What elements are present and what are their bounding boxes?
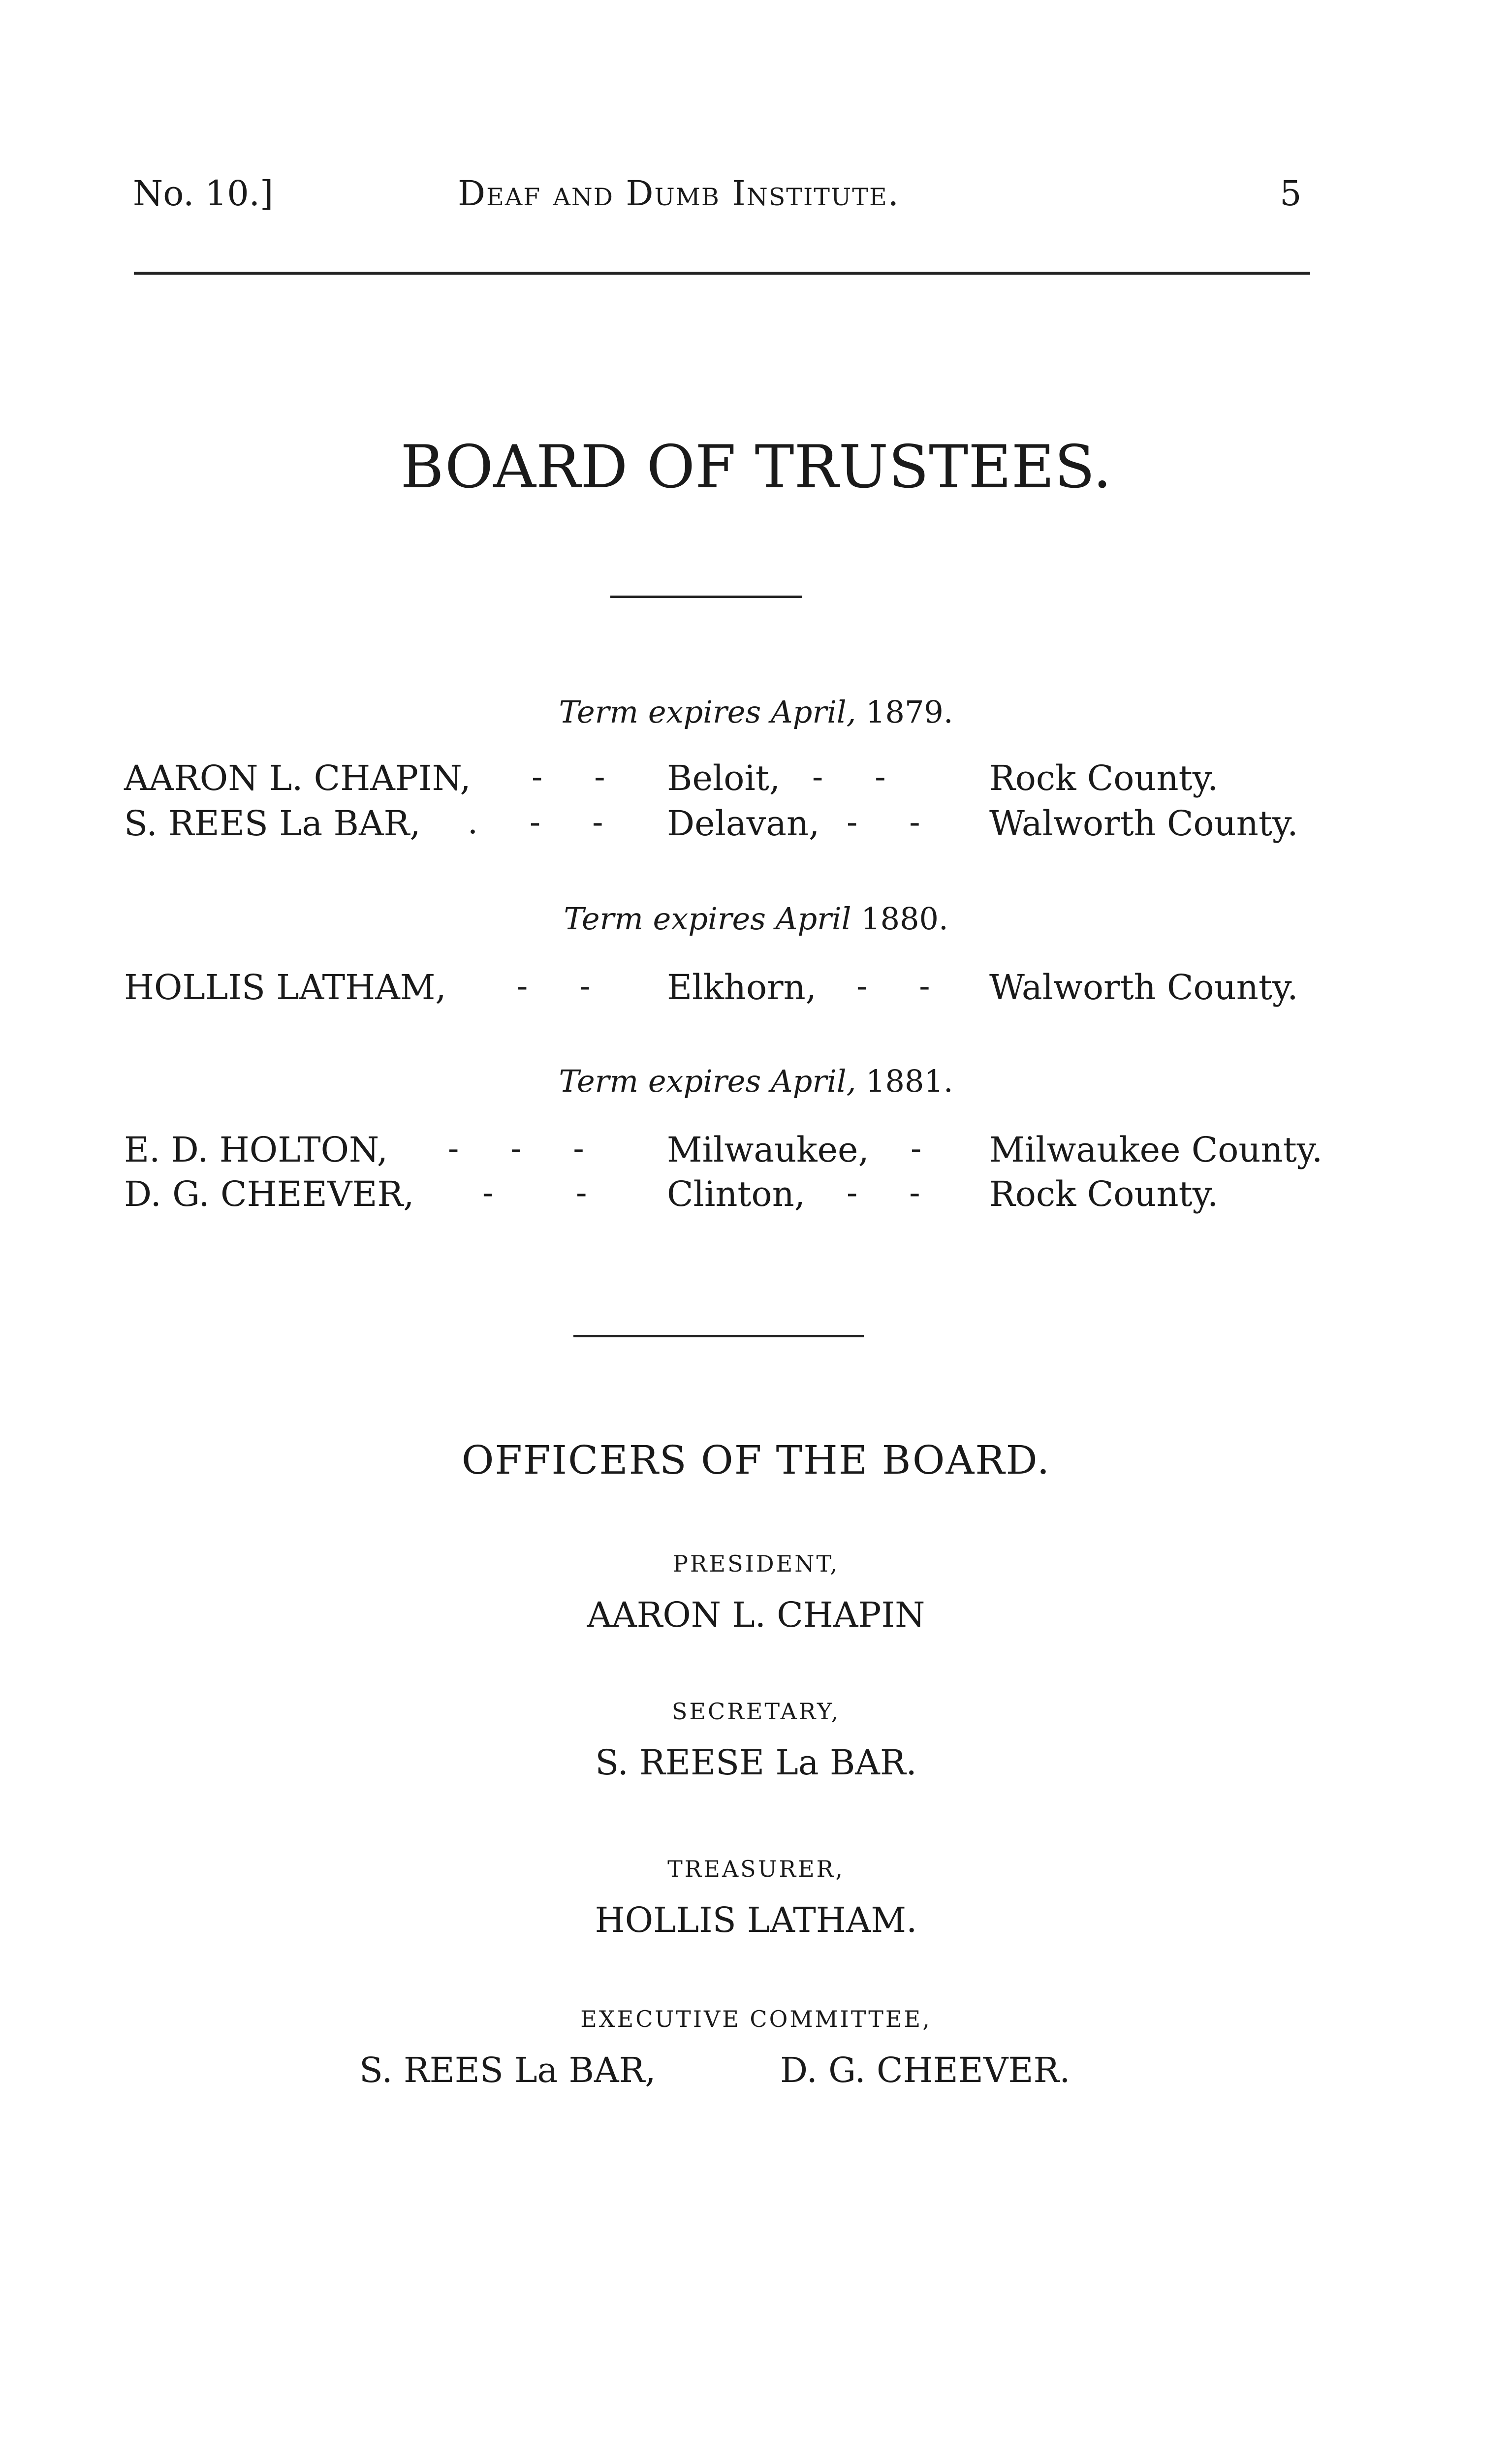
term-heading-1880 bbox=[0, 901, 1512, 937]
trustee-county: Milwaukee County. bbox=[989, 1130, 1323, 1170]
term-label: Term expires April bbox=[564, 901, 851, 937]
leader-dash: - - bbox=[482, 1174, 587, 1212]
trustee-place: Milwaukee, bbox=[667, 1130, 869, 1170]
header-title: Deaf and Dumb Institute. bbox=[458, 173, 900, 214]
trustee-county: Walworth County. bbox=[989, 967, 1298, 1008]
officers-title: OFFICERS OF THE BOARD. bbox=[461, 1437, 1051, 1483]
trustee-county: Rock County. bbox=[989, 758, 1219, 798]
trustee-name: S. REES La BAR, bbox=[124, 803, 421, 844]
trustee-place: Delavan, bbox=[667, 803, 820, 844]
trustee-place: Clinton, bbox=[667, 1174, 806, 1214]
header-rule bbox=[134, 272, 1310, 275]
leader-dash: - - bbox=[517, 967, 591, 1005]
leader-dash: - - bbox=[847, 803, 920, 841]
treasurer-label: TREASURER, bbox=[667, 1856, 845, 1882]
header-number: No. 10.] bbox=[133, 173, 274, 214]
trustee-name: AARON L. CHAPIN, bbox=[124, 758, 471, 798]
term-year: 1881. bbox=[866, 1063, 953, 1099]
leader-dash: - - bbox=[856, 967, 930, 1005]
president-label: PRESIDENT, bbox=[672, 1550, 840, 1577]
leader-dash: - - bbox=[532, 758, 605, 796]
section-rule bbox=[573, 1335, 864, 1337]
secretary-name: S. REESE La BAR. bbox=[595, 1742, 917, 1783]
trustee-name: D. G. CHEEVER, bbox=[124, 1174, 414, 1214]
title-rule bbox=[610, 596, 802, 598]
page-number: 5 bbox=[1280, 173, 1302, 214]
term-heading-1879 bbox=[0, 694, 1512, 730]
term-label: Term expires April, bbox=[559, 1063, 856, 1099]
term-heading-1881 bbox=[0, 1063, 1512, 1099]
trustee-name: HOLLIS LATHAM, bbox=[124, 967, 446, 1008]
executive-member: S. REES La BAR, bbox=[359, 2050, 656, 2090]
leader-dash: - - - bbox=[448, 1130, 584, 1167]
page-title: BOARD OF TRUSTEES. bbox=[400, 433, 1112, 502]
trustee-place: Beloit, bbox=[667, 758, 781, 798]
trustee-place: Elkhorn, bbox=[667, 967, 817, 1008]
secretary-label: SECRETARY, bbox=[671, 1698, 841, 1725]
term-label: Term expires April, bbox=[559, 694, 856, 730]
president-name: AARON L. CHAPIN bbox=[587, 1595, 925, 1635]
term-year: 1879. bbox=[866, 694, 953, 730]
leader-dash: . - - bbox=[468, 803, 603, 841]
executive-label: EXECUTIVE COMMITTEE, bbox=[580, 2006, 932, 2032]
leader-dash: - bbox=[911, 1130, 922, 1167]
trustee-name: E. D. HOLTON, bbox=[124, 1130, 388, 1170]
leader-dash: - - bbox=[812, 758, 886, 796]
trustee-county: Rock County. bbox=[989, 1174, 1219, 1214]
trustee-county: Walworth County. bbox=[989, 803, 1298, 844]
leader-dash: - - bbox=[847, 1174, 920, 1212]
treasurer-name: HOLLIS LATHAM. bbox=[595, 1900, 917, 1940]
term-year: 1880. bbox=[861, 901, 948, 937]
executive-member: D. G. CHEEVER. bbox=[780, 2050, 1071, 2090]
